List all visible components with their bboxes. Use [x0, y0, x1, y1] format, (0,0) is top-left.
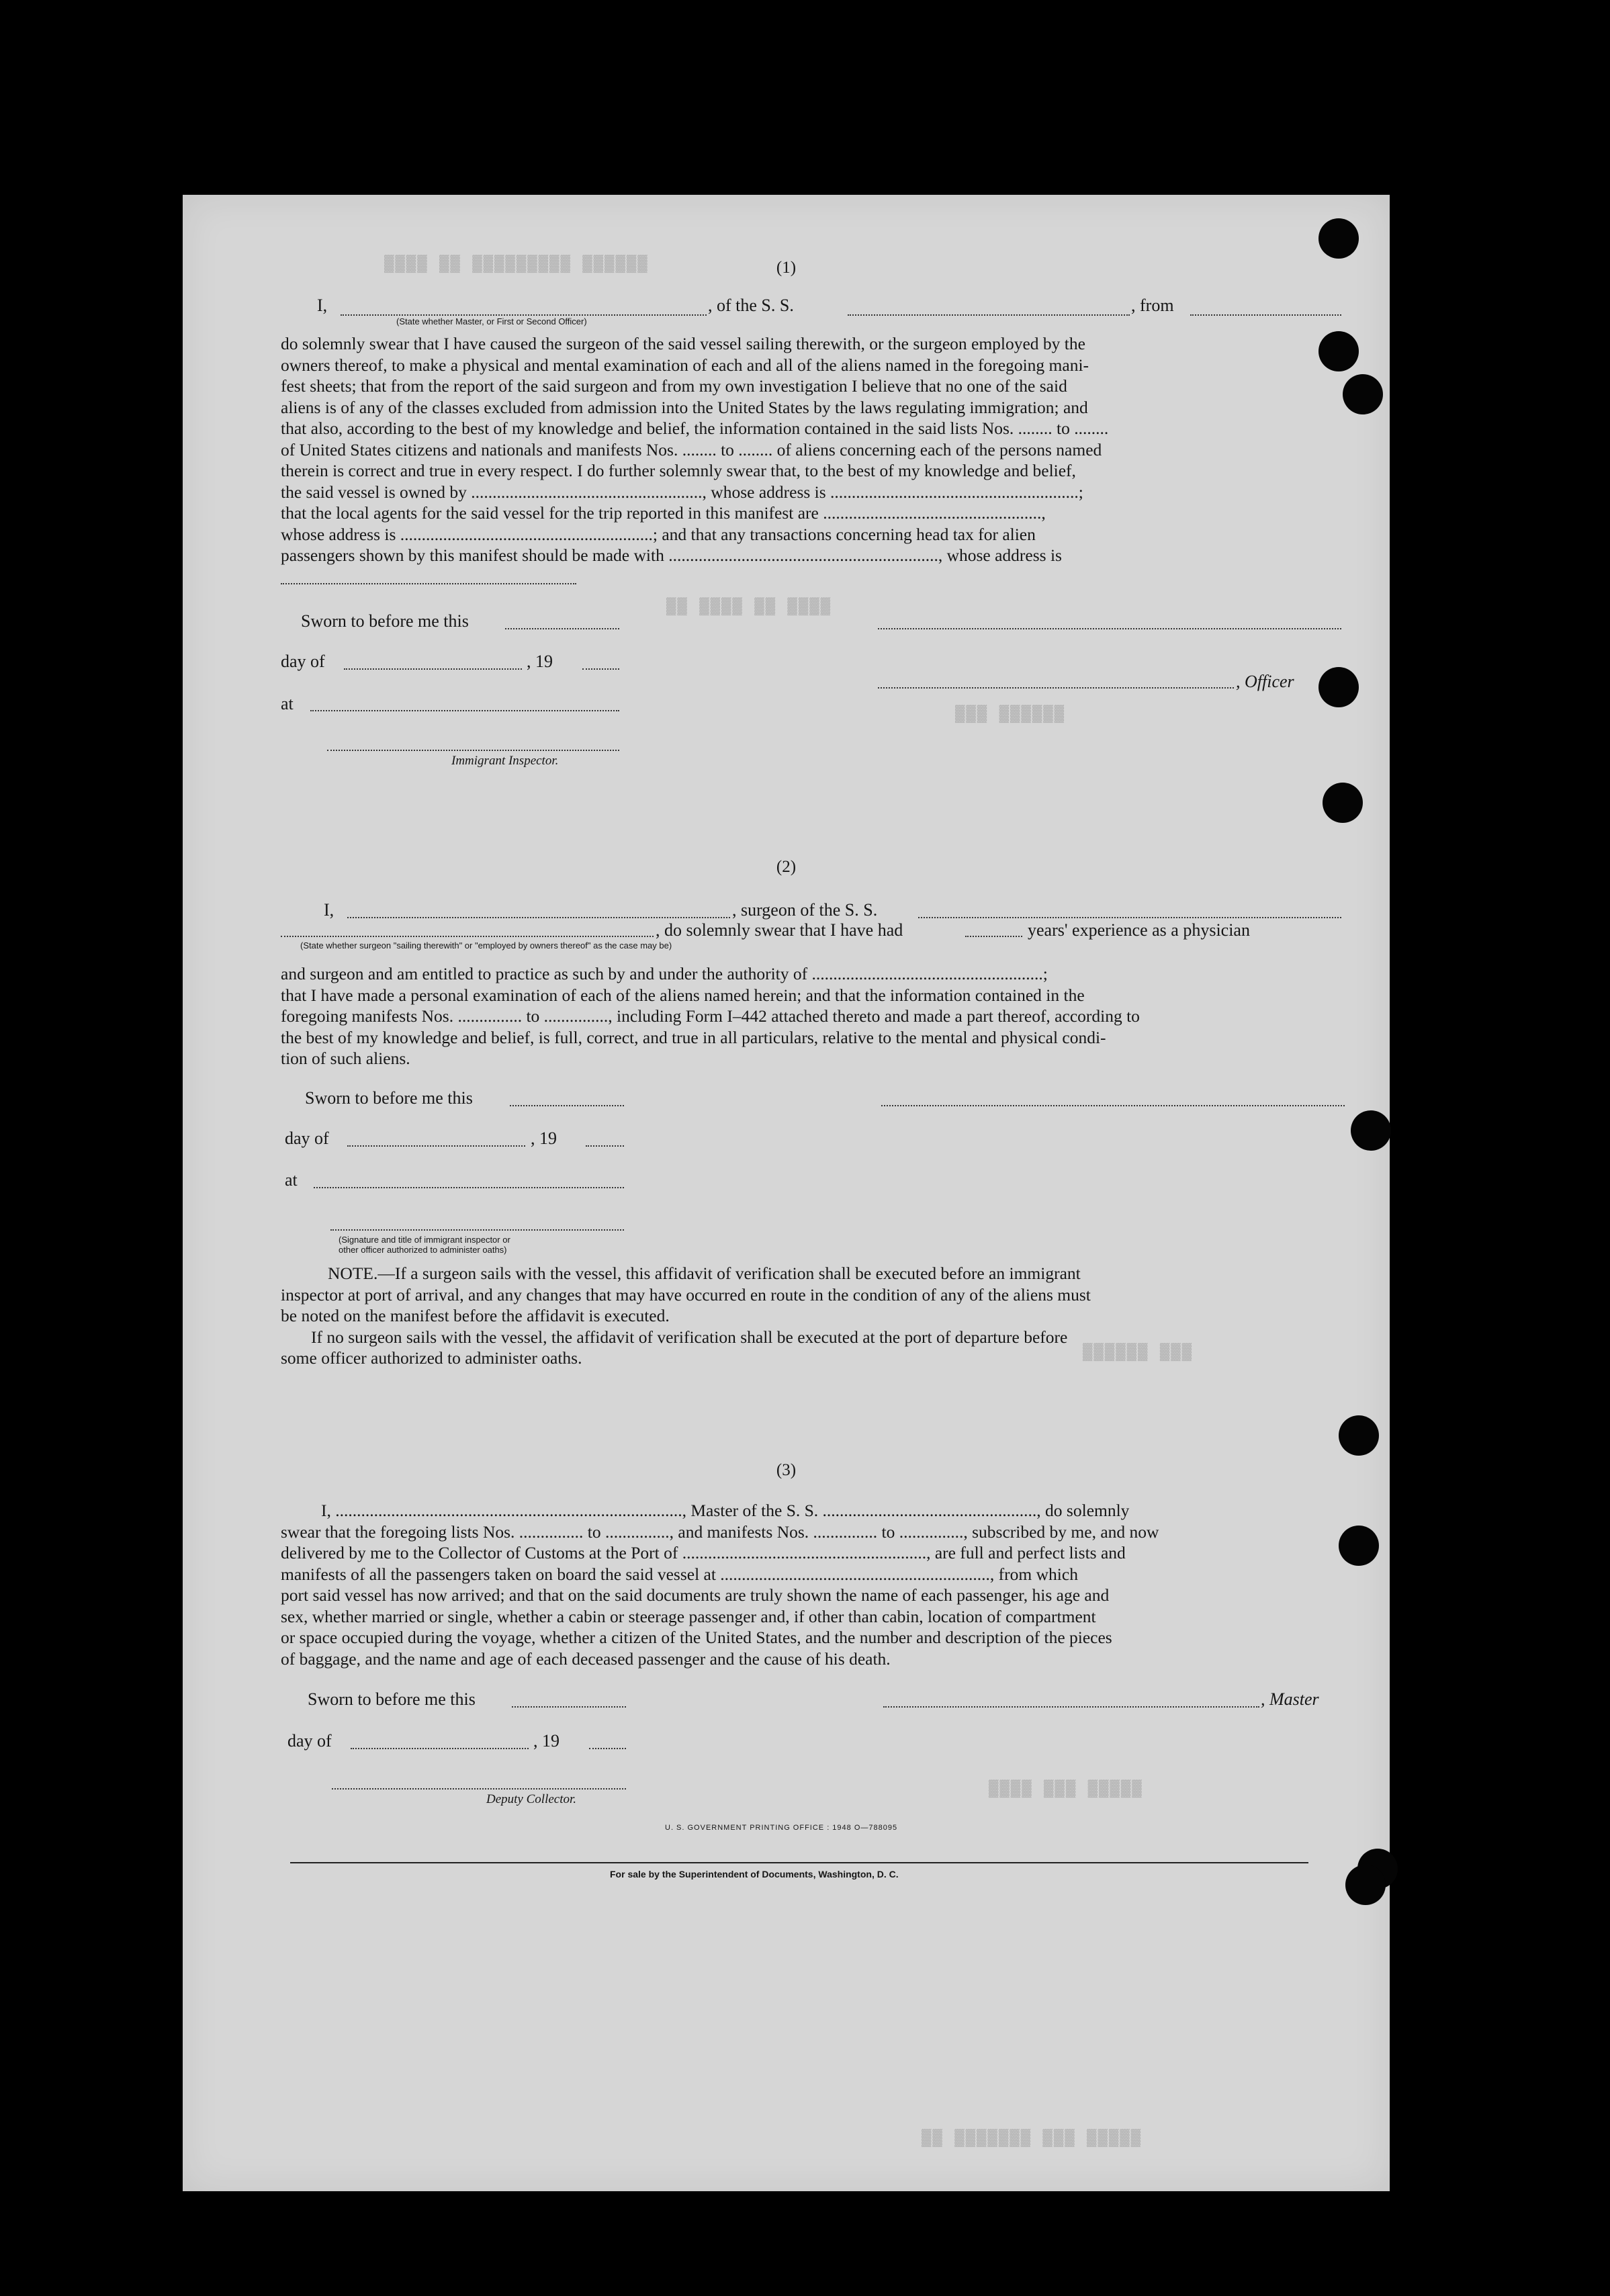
s3-body-line: sex, whether married or single, whether a cabin or steerage passenger and, if other than cabin, location of compartment — [281, 1606, 1096, 1626]
section-1-number: (1) — [776, 259, 797, 277]
s2-body-line: the best of my knowledge and belief, is full, correct, and true in all particulars, relative to the mental and physical condi- — [281, 1027, 1106, 1047]
s2-name-field[interactable] — [347, 917, 730, 918]
bleed-through: ▓▓ ▓▓▓▓ ▓▓ ▓▓▓▓ — [666, 598, 832, 616]
footer-rule — [290, 1862, 1308, 1863]
s2-type-note: (State whether surgeon "sailing therewith" or "employed by owners thereof" as the case may be) — [300, 940, 672, 951]
punch-hole — [1339, 1526, 1379, 1566]
s1-signature-field[interactable] — [878, 628, 1341, 629]
bleed-through: ▓▓▓▓ ▓▓▓ ▓▓▓▓▓ — [989, 1780, 1143, 1798]
s3-sworn-field[interactable] — [512, 1706, 626, 1708]
s1-at-label: at — [281, 694, 294, 713]
s2-note-line: inspector at port of arrival, and any changes that may have occurred en route in the condition of any of the aliens must — [281, 1284, 1091, 1305]
s1-title-note: (State whether Master, or First or Second Officer) — [396, 316, 587, 326]
s3-body-line: swear that the foregoing lists Nos. ............... to ..............., and manifests Nos. ............... to ..............., subscribed by me, and now — [281, 1521, 1159, 1542]
s1-year-label: , 19 — [527, 652, 553, 671]
s2-sig-note-1: (Signature and title of immigrant inspector or — [339, 1235, 510, 1245]
punch-hole — [1351, 1110, 1391, 1151]
s2-note-line: NOTE.—If a surgeon sails with the vessel, this affidavit of verification shall be executed before an immigrant — [328, 1264, 1081, 1283]
s2-oath-body — [281, 963, 1342, 1069]
s1-officer-label: , Officer — [1236, 672, 1294, 691]
s2-note-line: be noted on the manifest before the affidavit is executed. — [281, 1306, 670, 1325]
s2-sworn-label: Sworn to before me this — [305, 1088, 473, 1108]
s3-body-line: delivered by me to the Collector of Customs at the Port of ........................................................., are full and perfect lists and — [281, 1543, 1126, 1562]
s3-year-label: , 19 — [533, 1731, 560, 1751]
s1-body-line: aliens is of any of the classes excluded from admission into the United States by the laws regulating immigration; and — [281, 397, 1088, 417]
section-2-number: (2) — [776, 858, 797, 876]
s3-year-field[interactable] — [589, 1748, 626, 1749]
punch-hole — [1345, 1865, 1386, 1905]
s1-address-field[interactable] — [281, 583, 576, 584]
s1-body-line: passengers shown by this manifest should be made with ..............................................................., whose address is — [281, 545, 1062, 565]
s3-day-label: day of — [287, 1731, 332, 1751]
s1-sworn-label: Sworn to before me this — [301, 611, 469, 631]
s1-from-label: , from — [1131, 296, 1174, 315]
s1-day-field[interactable] — [344, 668, 522, 670]
s2-note-line: If no surgeon sails with the vessel, the affidavit of verification shall be executed at the port of departure before — [311, 1327, 1068, 1347]
s1-body-line: the said vessel is owned by ......................................................, whose address is ..........................................................; — [281, 482, 1083, 502]
punch-hole — [1318, 218, 1359, 259]
s2-body-line: foregoing manifests Nos. ............... to ..............., including Form I–442 attached thereto and made a part thereof, according to — [281, 1006, 1140, 1026]
s3-sworn-label: Sworn to before me this — [308, 1689, 476, 1709]
s3-day-field[interactable] — [351, 1748, 529, 1749]
s1-officer-field[interactable] — [878, 687, 1234, 689]
s2-body-line: and surgeon and am entitled to practice as such by and under the authority of ......................................................; — [281, 964, 1048, 983]
s2-sworn-field[interactable] — [510, 1105, 624, 1106]
s3-body-line: manifests of all the passengers taken on board the said vessel at ..............................................................., from which — [281, 1564, 1078, 1584]
gpo-imprint: U. S. GOVERNMENT PRINTING OFFICE : 1948 O—788095 — [665, 1824, 898, 1832]
s1-day-label: day of — [281, 652, 325, 671]
s2-year-label: , 19 — [531, 1129, 557, 1148]
s2-year-field[interactable] — [586, 1145, 624, 1147]
s1-sworn-field[interactable] — [505, 628, 619, 629]
s3-body-line: port said vessel has now arrived; and that on the said documents are truly shown the name of each passenger, his age and — [281, 1585, 1110, 1605]
s3-master-label: , Master — [1261, 1689, 1319, 1709]
s1-name-field[interactable] — [341, 314, 707, 316]
s1-inspector-label: Immigrant Inspector. — [451, 754, 559, 768]
s1-from-field[interactable] — [1190, 314, 1341, 316]
s3-collector-field[interactable] — [332, 1788, 626, 1790]
s2-day-label: day of — [285, 1129, 329, 1148]
s1-inspector-field[interactable] — [327, 750, 619, 751]
manifest-back-page — [183, 195, 1390, 2191]
punch-hole — [1318, 331, 1359, 371]
s3-body-line: or space occupied during the voyage, whether a citizen of the United States, and the number and description of the pieces — [281, 1628, 1112, 1647]
s1-oath-body — [281, 333, 1342, 566]
s2-vessel-field[interactable] — [918, 917, 1341, 918]
s1-body-line: that the local agents for the said vessel for the trip reported in this manifest are ..................................................., — [281, 503, 1046, 523]
s2-at-field[interactable] — [314, 1187, 624, 1188]
s1-body-line: whose address is ...........................................................; and that any transactions concerning head tax for alien — [281, 524, 1036, 544]
s3-oath-body — [281, 1500, 1342, 1669]
section-3-number: (3) — [776, 1461, 797, 1479]
s2-i-label: I, — [324, 900, 334, 920]
punch-hole — [1318, 667, 1359, 707]
s3-body-line: of baggage, and the name and age of each deceased passenger and the cause of his death. — [281, 1648, 891, 1669]
s1-of-ss-label: , of the S. S. — [708, 296, 794, 315]
s2-note-line: some officer authorized to administer oaths. — [281, 1348, 582, 1368]
s1-body-line: of United States citizens and nationals and manifests Nos. ........ to ........ of aliens concerning each of the persons named — [281, 439, 1102, 459]
s2-body-line: tion of such aliens. — [281, 1049, 410, 1068]
punch-hole — [1343, 374, 1383, 414]
punch-hole — [1323, 783, 1363, 823]
s2-surgeon-label: , surgeon of the S. S. — [732, 900, 878, 920]
bleed-through: ▓▓▓▓▓▓ ▓▓▓ — [1083, 1343, 1194, 1362]
bleed-through: ▓▓ ▓▓▓▓▓▓▓ ▓▓▓ ▓▓▓▓▓ — [922, 2129, 1143, 2148]
s1-body-line: therein is correct and true in every respect. I do further solemnly swear that, to the best of my knowledge and belief, — [281, 461, 1076, 480]
s2-swear-label: , do solemnly swear that I have had — [656, 920, 903, 940]
s2-years-field[interactable] — [965, 936, 1022, 937]
s3-master-field[interactable] — [883, 1706, 1259, 1708]
s1-body-line: that also, according to the best of my knowledge and belief, the information contained in the said lists Nos. ........ to ........ — [281, 418, 1109, 438]
s3-body-line: I, ................................................................................., Master of the S. S. .................................................., do solemnly — [321, 1501, 1130, 1520]
punch-hole — [1339, 1415, 1379, 1456]
s1-vessel-field[interactable] — [848, 314, 1130, 316]
s2-signature-field[interactable] — [881, 1105, 1345, 1106]
bleed-through: ▓▓▓ ▓▓▓▓▓▓ — [955, 705, 1066, 723]
s1-at-field[interactable] — [310, 710, 619, 711]
s1-body-line: do solemnly swear that I have caused the surgeon of the said vessel sailing therewith, or the surgeon employed by the — [281, 334, 1085, 353]
s2-inspector-field[interactable] — [330, 1229, 624, 1231]
s1-year-field[interactable] — [582, 668, 619, 670]
bleed-through: ▓▓▓▓ ▓▓ ▓▓▓▓▓▓▓▓▓ ▓▓▓▓▓▓ — [384, 255, 649, 273]
s1-i-label: I, — [317, 296, 328, 315]
s2-note-paragraph — [281, 1263, 1342, 1369]
sale-notice: For sale by the Superintendent of Documents, Washington, D. C. — [610, 1869, 899, 1880]
s2-sig-note-2: other officer authorized to administer oaths) — [339, 1245, 507, 1255]
s2-at-label: at — [285, 1170, 298, 1190]
s2-type-field[interactable] — [281, 936, 654, 937]
s3-collector-label: Deputy Collector. — [486, 1792, 577, 1806]
s2-body-line: that I have made a personal examination of each of the aliens named herein; and that the information contained in the — [281, 985, 1085, 1005]
s2-day-field[interactable] — [347, 1145, 525, 1147]
s1-body-line: owners thereof, to make a physical and mental examination of each and all of the aliens named in the foregoing mani- — [281, 355, 1089, 375]
s2-years-label: years' experience as a physician — [1028, 920, 1250, 940]
s1-body-line: fest sheets; that from the report of the said surgeon and from my own investigation I believe that no one of the said — [281, 376, 1067, 396]
